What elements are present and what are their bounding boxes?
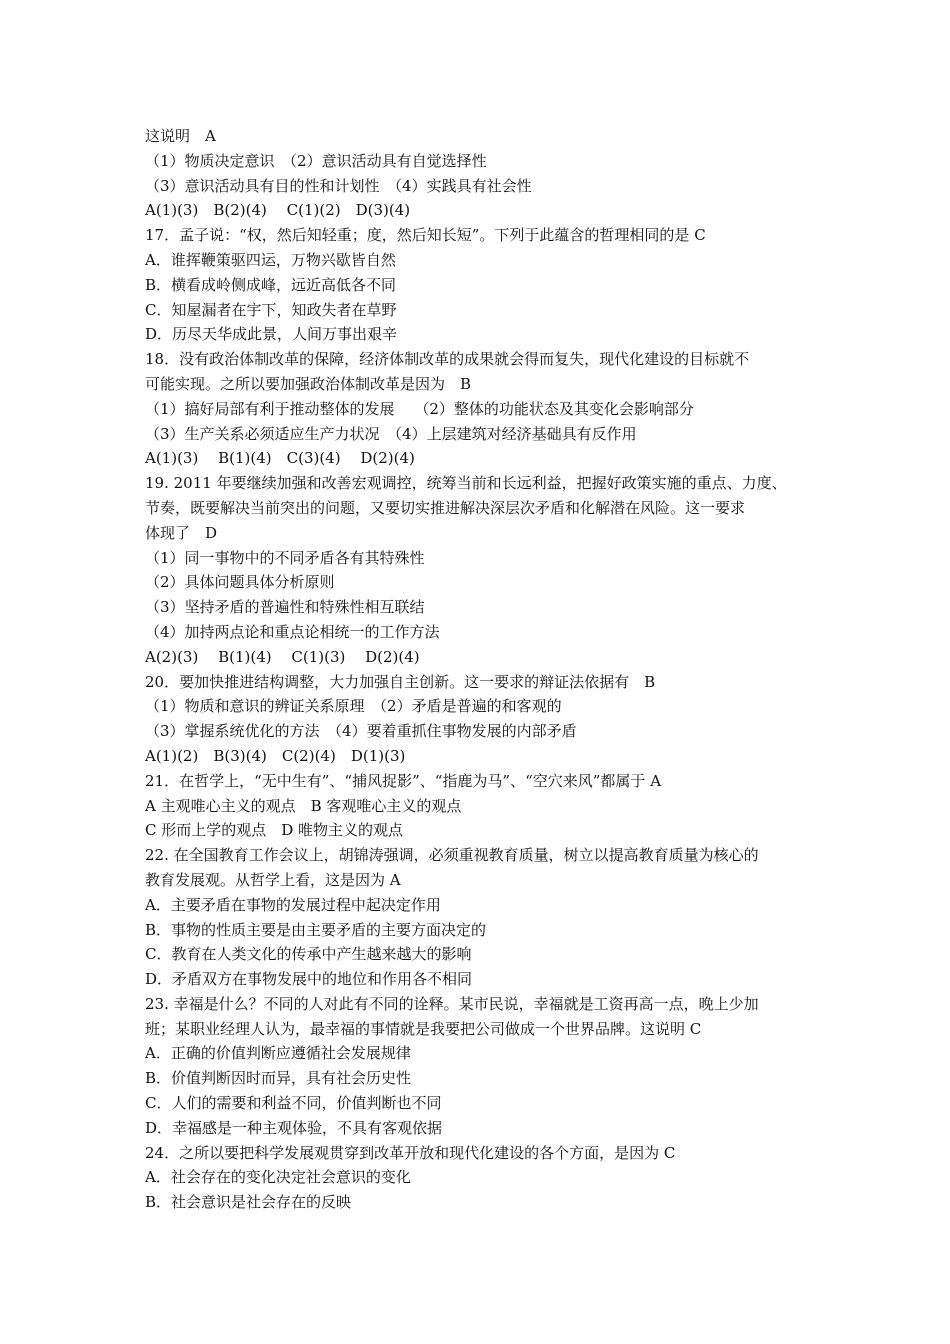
text-line: D．幸福感是一种主观体验，不具有客观依据 — [145, 1118, 443, 1137]
text-line: 班；某职业经理人认为，最幸福的事情就是我要把公司做成一个世界品牌。这说明 C — [145, 1019, 702, 1038]
text-line: 22. 在全国教育工作会议上，胡锦涛强调，必须重视教育质量，树立以提高教育质量为核心的 — [145, 846, 759, 865]
text-line: C 形而上学的观点 D 唯物主义的观点 — [145, 821, 404, 840]
text-line: A．社会存在的变化决定社会意识的变化 — [145, 1168, 411, 1187]
text-line: A(1)(3) B(1)(4) C(3)(4) D(2)(4) — [145, 449, 415, 468]
text-line: A(2)(3) B(1)(4) C(1)(3) D(2)(4) — [145, 647, 420, 666]
text-line: （1）物质决定意识 （2）意识活动具有自觉选择性 — [145, 151, 487, 170]
text-line: A．主要矛盾在事物的发展过程中起决定作用 — [145, 895, 441, 914]
text-line: （1）物质和意识的辨证关系原理 （2）矛盾是普遍的和客观的 — [145, 697, 562, 716]
text-line: A(1)(3) B(2)(4) C(1)(2) D(3)(4) — [145, 201, 411, 220]
text-line: 可能实现。之所以要加强政治体制改革是因为 B — [145, 374, 472, 393]
text-line: B．横看成岭侧成峰，远近高低各不同 — [145, 275, 397, 294]
text-line: D．矛盾双方在事物发展中的地位和作用各不相同 — [145, 970, 473, 989]
text-line: （2）具体问题具体分析原则 — [145, 573, 335, 592]
text-line: A(1)(2) B(3)(4) C(2)(4) D(1)(3) — [145, 746, 406, 765]
text-line: （3）坚持矛盾的普遍性和特殊性相互联结 — [145, 598, 425, 617]
text-line: B．事物的性质主要是由主要矛盾的主要方面决定的 — [145, 920, 487, 939]
text-line: 体现了 D — [145, 523, 218, 542]
text-line: 节奏，既要解决当前突出的问题，又要切实推进解决深层次矛盾和化解潜在风险。这一要求 — [145, 498, 746, 517]
text-line: 21．在哲学上，“无中生有”、“捕风捉影”、“指鹿为马”、“空穴来风”都属于 A — [145, 771, 662, 790]
text-line: 17．孟子说：“权，然后知轻重；度，然后知长短”。下列于此蕴含的哲理相同的是 C — [145, 226, 706, 245]
text-line: B．价值判断因时而异，具有社会历史性 — [145, 1069, 412, 1088]
text-line: 19. 2011 年要继续加强和改善宏观调控，统筹当前和长远利益，把握好政策实施的重点、力度、 — [145, 474, 787, 493]
text-line: B．社会意识是社会存在的反映 — [145, 1193, 352, 1212]
text-line: 23. 幸福是什么？不同的人对此有不同的诠释。某市民说，幸福就是工资再高一点，晚上少加 — [145, 994, 759, 1013]
text-line: （3）意识活动具有目的性和计划性 （4）实践具有社会性 — [145, 176, 532, 195]
text-line: A 主观唯心主义的观点 B 客观唯心主义的观点 — [145, 796, 462, 815]
text-line: 这说明 A — [145, 127, 216, 145]
document-page — [145, 124, 825, 1215]
text-line: C．知屋漏者在宇下，知政失者在草野 — [145, 300, 397, 319]
text-line: C．教育在人类文化的传承中产生越来越大的影响 — [145, 945, 472, 964]
text-line: D．历尽天华成此景，人间万事出艰辛 — [145, 325, 398, 344]
text-line: （1）同一事物中的不同矛盾各有其特殊性 — [145, 548, 425, 567]
text-line: （3）掌握系统优化的方法 （4）要着重抓住事物发展的内部矛盾 — [145, 722, 577, 741]
text-line: 20．要加快推进结构调整，大力加强自主创新。这一要求的辩证法依据有 B — [145, 672, 656, 691]
text-line: 教育发展观。从哲学上看，这是因为 A — [145, 870, 401, 889]
text-line: C．人们的需要和利益不同，价值判断也不同 — [145, 1094, 442, 1113]
text-line: （4）加持两点论和重点论相统一的工作方法 — [145, 622, 440, 641]
text-line: 24．之所以要把科学发展观贯穿到改革开放和现代化建设的各个方面，是因为 C — [145, 1143, 676, 1162]
text-line: A．正确的价值判断应遵循社会发展规律 — [145, 1044, 411, 1063]
text-line: 18．没有政治体制改革的保障，经济体制改革的成果就会得而复失，现代化建设的目标就不 — [145, 350, 750, 369]
text-line: （3）生产关系必须适应生产力状况 （4）上层建筑对经济基础具有反作用 — [145, 424, 637, 443]
text-line: A．谁挥鞭策驱四运，万物兴歇皆自然 — [145, 250, 396, 269]
text-line: （1）搞好局部有利于推动整体的发展 （2）整体的功能状态及其变化会影响部分 — [145, 399, 694, 418]
